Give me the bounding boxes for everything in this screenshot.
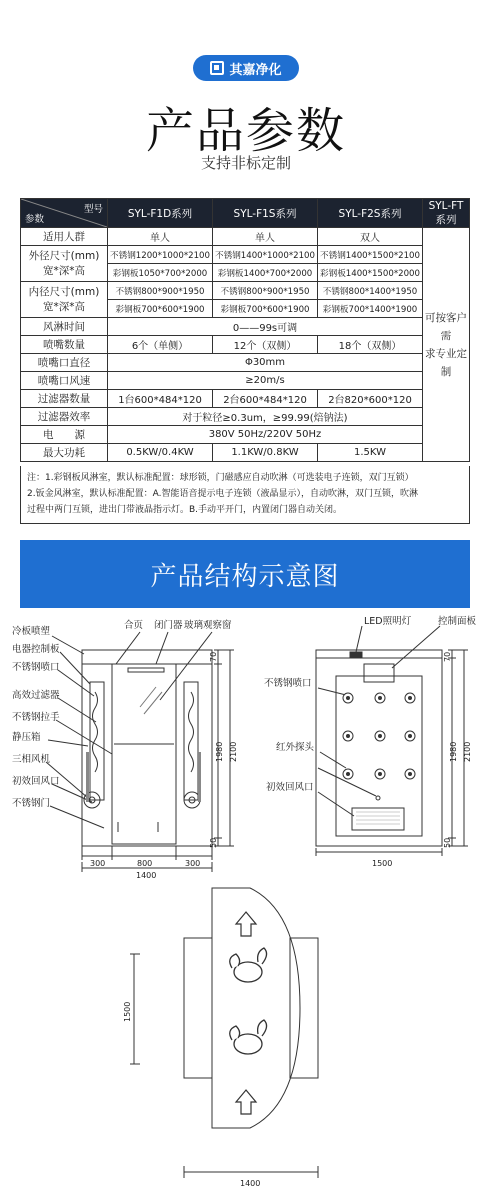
label-led-light: LED照明灯 [364, 616, 412, 627]
row-max [21, 444, 470, 462]
cell: 0.5KW/0.4KW [108, 444, 213, 462]
page-subtitle: 支持非标定制 [200, 154, 291, 172]
arrow-up-icon [236, 912, 256, 936]
dim-front-left: 300 [90, 859, 106, 868]
label-ir-sensor: 红外探头 [276, 742, 315, 753]
dim-side-base: 50 [443, 837, 452, 848]
model-col-ft: SYL-FT系列 [423, 199, 470, 228]
row-nozzles [21, 336, 470, 354]
cell: 不锈钢1200*1000*2100 [108, 246, 213, 264]
cell: 1.5KW [318, 444, 423, 462]
structure-drawing [0, 612, 492, 1200]
person-icon [230, 948, 267, 1054]
ft-note-line: 求专业定制 [425, 347, 467, 378]
dim-plan-depth: 1500 [123, 1001, 132, 1022]
return-vent-grille [352, 808, 404, 830]
dim-front-total: 1400 [136, 871, 157, 880]
row-label: 喷嘴口风速 [21, 372, 108, 390]
row-label: 喷嘴口直径 [21, 354, 108, 372]
row-label: 电 源 [21, 426, 108, 444]
note-line: 注：1.彩钢板风淋室，默认标准配置：球形锁，门磁感应自动吹淋（可选装电子连锁，双门互锁） [27, 473, 414, 483]
cell: 12个（双侧） [213, 336, 318, 354]
spec-table [20, 198, 470, 462]
dim-side-top: 70 [443, 651, 452, 662]
row-filter [21, 390, 470, 408]
label-side-nozzle: 不锈钢喷口 [264, 678, 312, 689]
row-label: 喷嘴数量 [21, 336, 108, 354]
cell: 不锈钢800*1400*1950 [318, 282, 423, 300]
page-title: 产品参数 [145, 103, 346, 159]
cell: 1台600*484*120 [108, 390, 213, 408]
cell: ≥20m/s [108, 372, 423, 390]
model-col-f1d: SYL-F1D系列 [108, 199, 213, 228]
inner-label-1: 内径尺寸(mm) [28, 285, 100, 298]
cell: 对于粒径≥0.3um，≥99.99(焙钠法) [108, 408, 423, 426]
cell: 单人 [213, 228, 318, 246]
cell: 单人 [108, 228, 213, 246]
row-label-inner [21, 282, 108, 318]
plan-right-wing [290, 938, 318, 1078]
cell: 不锈钢1400*1500*2100 [318, 246, 423, 264]
structure-banner: 产品结构示意图 [20, 540, 470, 608]
label-plenum: 静压箱 [12, 732, 41, 743]
cell: 2台820*600*120 [318, 390, 423, 408]
cell: 18个（双侧） [318, 336, 423, 354]
cell: 彩钢板1050*700*2000 [108, 264, 213, 282]
arrow-up-icon [236, 1090, 256, 1114]
brand-logo-icon [210, 61, 224, 75]
cell: 0——99s可调 [108, 318, 423, 336]
notes-box [20, 466, 470, 524]
row-efficiency [21, 408, 470, 426]
cell: 不锈钢1400*1000*2100 [213, 246, 318, 264]
dim-side-width: 1500 [372, 859, 393, 868]
label-control-panel: 控制面板 [438, 616, 477, 627]
cell: 不锈钢800*900*1950 [108, 282, 213, 300]
label-electric-panel: 电器控制板 [12, 644, 60, 655]
inner-label-2: 宽*深*高 [43, 300, 85, 313]
cell: 彩钢板700*600*1900 [213, 300, 318, 318]
cell: 6个（单侧） [108, 336, 213, 354]
label-window: 玻璃观察窗 [184, 620, 232, 631]
cell: 彩钢板1400*1500*2000 [318, 264, 423, 282]
row-power [21, 426, 470, 444]
outer-label-2: 宽*深*高 [43, 264, 85, 277]
dim-front-right: 300 [185, 859, 201, 868]
brand-name: 其嘉净化 [229, 62, 282, 78]
dim-side-total-h: 2100 [463, 741, 472, 762]
outer-label-1: 外径尺寸(mm) [28, 249, 100, 262]
cell: 380V 50Hz/220V 50Hz [108, 426, 423, 444]
dim-front-door: 800 [137, 859, 153, 868]
label-door-closer: 闭门器 [154, 620, 183, 631]
spec-header-row [21, 199, 470, 228]
label-side-return: 初效回风口 [266, 782, 314, 793]
cell: 彩钢板700*600*1900 [108, 300, 213, 318]
dim-front-total-h: 2100 [229, 741, 238, 762]
row-speed [21, 372, 470, 390]
corner-model-label: 型号 [83, 204, 103, 215]
row-label: 最大功耗 [21, 444, 108, 462]
model-col-f2s: SYL-F2S系列 [318, 199, 423, 228]
note-line: 2.钣金风淋室，默认标准配置：A.智能语音提示电子连锁（液晶显示），自动吹淋，双门互锁，吹淋 [27, 489, 418, 499]
model-col-f1s: SYL-F1S系列 [213, 199, 318, 228]
ft-custom-note [423, 228, 470, 462]
side-view-outline [316, 650, 442, 846]
label-fan: 三相风机 [12, 754, 51, 765]
row-people [21, 228, 470, 246]
cell: 双人 [318, 228, 423, 246]
cell: 彩钢板1400*700*2000 [213, 264, 318, 282]
row-diameter [21, 354, 470, 372]
label-return-vent: 初效回风口 [12, 776, 60, 787]
row-label: 风淋时间 [21, 318, 108, 336]
dim-front-inner-h: 1980 [215, 741, 224, 762]
row-label: 过滤器效率 [21, 408, 108, 426]
cell: 不锈钢800*900*1950 [213, 282, 318, 300]
cell: 彩钢板700*1400*1900 [318, 300, 423, 318]
cell: 2台600*484*120 [213, 390, 318, 408]
dim-plan-width: 1400 [240, 1179, 261, 1188]
dim-side-inner-h: 1980 [449, 741, 458, 762]
row-time [21, 318, 470, 336]
row-inner-1 [21, 282, 470, 300]
cell: 1.1KW/0.8KW [213, 444, 318, 462]
label-steel-handle: 不锈钢拉手 [12, 712, 60, 723]
brand-badge [193, 55, 299, 81]
plan-left-wing [184, 938, 212, 1078]
nozzle-grid [343, 693, 415, 779]
row-label: 过滤器数量 [21, 390, 108, 408]
label-hepa-filter: 高效过滤器 [12, 690, 60, 701]
ft-note-line: 可按客户需 [425, 311, 467, 342]
dim-front-top: 70 [209, 651, 218, 662]
row-label: 适用人群 [21, 228, 108, 246]
label-hinge: 合页 [124, 620, 144, 631]
table-corner [21, 199, 107, 227]
cell: Φ30mm [108, 354, 423, 372]
note-line: 过程中两门互锁，进出门带液晶指示灯。B.手动平开门，内置闭门器自动关闭。 [27, 505, 343, 515]
corner-param-label: 参数 [25, 214, 45, 225]
row-label-outer [21, 246, 108, 282]
label-steel-nozzle: 不锈钢喷口 [12, 662, 60, 673]
label-cold-plate: 冷板喷塑 [12, 626, 51, 637]
dim-front-base: 50 [209, 837, 218, 848]
label-steel-door: 不锈钢门 [12, 798, 51, 809]
row-outer-1 [21, 246, 470, 264]
